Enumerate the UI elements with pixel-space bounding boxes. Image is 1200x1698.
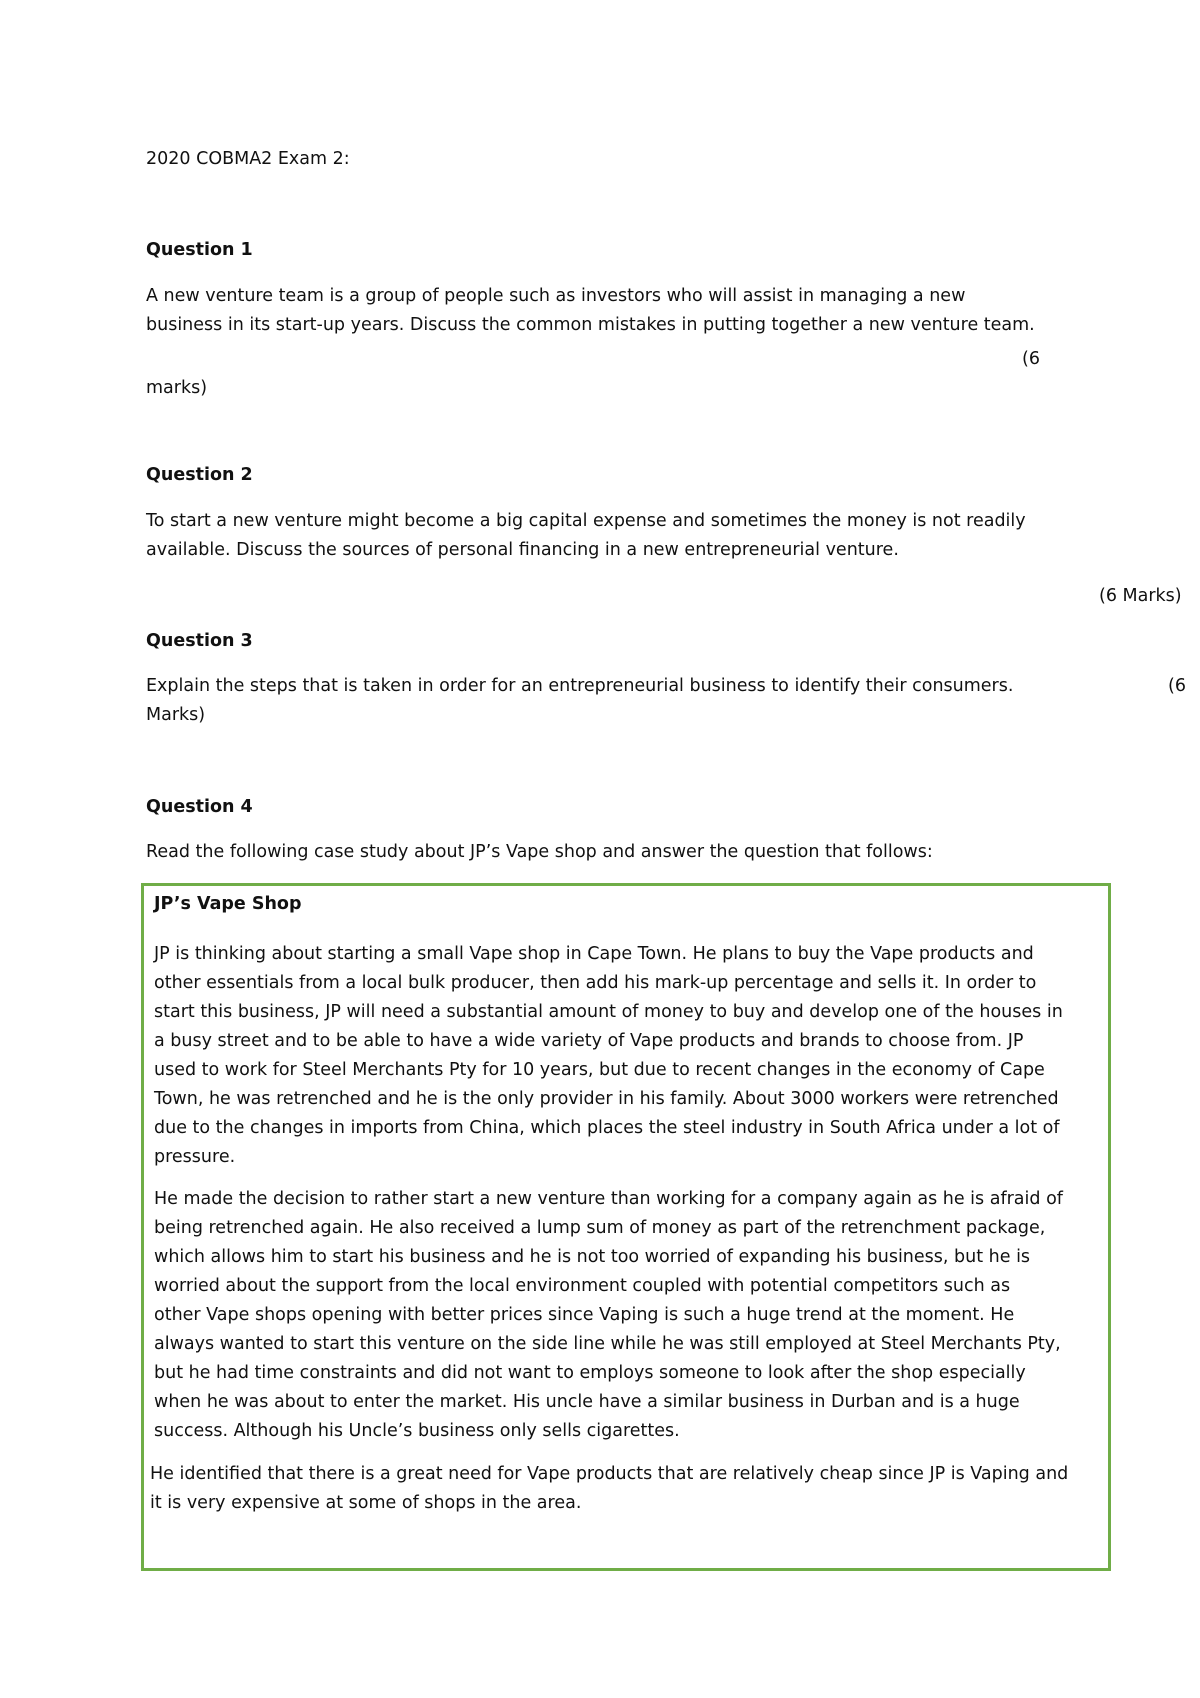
- question-2-line: available. Discuss the sources of personal financing in a new entrepreneurial venture.: [146, 540, 899, 560]
- case-study-line: pressure.: [154, 1147, 236, 1167]
- case-study-paragraph-1: [154, 940, 1084, 1172]
- case-study-line: which allows him to start his business and he is not too worried of expanding his business, but he is: [154, 1247, 1031, 1267]
- case-study-line: other essentials from a local bulk producer, then add his mark-up percentage and sells it. In order to: [154, 973, 1037, 993]
- case-study-line: due to the changes in imports from China, which places the steel industry in South Africa under a lot of: [154, 1118, 1060, 1138]
- case-study-paragraph-3: [150, 1460, 1080, 1518]
- case-study-line: being retrenched again. He also received a lump sum of money as part of the retrenchment package,: [154, 1218, 1046, 1238]
- case-study-line: used to work for Steel Merchants Pty for 10 years, but due to recent changes in the economy of Cape: [154, 1060, 1045, 1080]
- question-1-text: [146, 282, 1035, 340]
- question-3-heading: Question 3: [146, 631, 253, 651]
- question-4-text: Read the following case study about JP’s Vape shop and answer the question that follows:: [146, 842, 933, 862]
- question-4-heading: Question 4: [146, 797, 253, 817]
- question-2-heading: Question 2: [146, 465, 253, 485]
- document-title: 2020 COBMA2 Exam 2:: [146, 149, 350, 169]
- case-study-line: but he had time constraints and did not want to employs someone to look after the shop especially: [154, 1363, 1026, 1383]
- case-study-line: it is very expensive at some of shops in the area.: [150, 1493, 582, 1513]
- case-study-paragraph-2: [154, 1185, 1084, 1446]
- question-1-marks-open: (6: [1022, 349, 1040, 369]
- question-3-marks-close: Marks): [146, 705, 206, 725]
- question-2-line: To start a new venture might become a big capital expense and sometimes the money is not readily: [146, 511, 1026, 531]
- case-study-line: start this business, JP will need a substantial amount of money to buy and develop one of the houses in: [154, 1002, 1063, 1022]
- case-study-line: success. Although his Uncle’s business only sells cigarettes.: [154, 1421, 680, 1441]
- question-1-line: A new venture team is a group of people such as investors who will assist in managing a new: [146, 286, 966, 306]
- case-study-line: JP is thinking about starting a small Vape shop in Cape Town. He plans to buy the Vape products and: [154, 944, 1034, 964]
- question-3-text: Explain the steps that is taken in order for an entrepreneurial business to identify their consumers.: [146, 676, 1014, 696]
- case-study-line: other Vape shops opening with better prices since Vaping is such a huge trend at the moment. He: [154, 1305, 1015, 1325]
- question-1-marks-close: marks): [146, 378, 208, 398]
- question-1-line: business in its start-up years. Discuss the common mistakes in putting together a new venture team.: [146, 315, 1035, 335]
- question-2-marks: (6 Marks): [1099, 586, 1182, 606]
- question-2-text: [146, 507, 1026, 565]
- case-study-line: always wanted to start this venture on the side line while he was still employed at Steel Merchants Pty,: [154, 1334, 1061, 1354]
- case-study-line: worried about the support from the local environment coupled with potential competitors such as: [154, 1276, 1011, 1296]
- case-study-box: [141, 883, 1111, 1571]
- case-study-line: He identified that there is a great need for Vape products that are relatively cheap since JP is Vaping and: [150, 1464, 1069, 1484]
- question-1-heading: Question 1: [146, 240, 253, 260]
- case-study-title: JP’s Vape Shop: [154, 894, 302, 914]
- question-3-marks-open: (6: [1168, 676, 1186, 696]
- case-study-line: when he was about to enter the market. His uncle have a similar business in Durban and is a huge: [154, 1392, 1020, 1412]
- case-study-line: a busy street and to be able to have a wide variety of Vape products and brands to choose from. JP: [154, 1031, 1024, 1051]
- case-study-line: Town, he was retrenched and he is the only provider in his family. About 3000 workers were retrenched: [154, 1089, 1059, 1109]
- case-study-line: He made the decision to rather start a new venture than working for a company again as he is afraid of: [154, 1189, 1063, 1209]
